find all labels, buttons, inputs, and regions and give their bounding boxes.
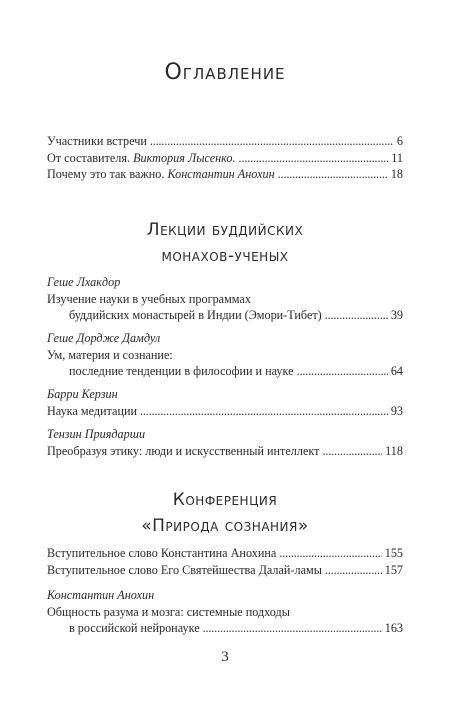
- leader-dots: [203, 620, 382, 637]
- toc-page-number: 18: [390, 167, 403, 181]
- toc-page-number: 11: [391, 150, 403, 165]
- leader-dots: [325, 562, 382, 579]
- toc-entry-title[interactable]: Изучение науки в учебных программах: [47, 291, 251, 306]
- toc-row[interactable]: [47, 403, 403, 420]
- section-heading: [0, 217, 450, 269]
- page-number: 3: [221, 649, 229, 665]
- section-heading-line: монахов-ученых: [161, 246, 289, 266]
- leader-dots: [278, 166, 388, 183]
- toc-section1: [47, 330, 403, 380]
- toc-entry-title: в российской нейронауке: [69, 621, 200, 635]
- toc-row[interactable]: [47, 166, 403, 183]
- toc-entry-title: Вступительное слово Его Святейшества Далай-ламы: [47, 562, 322, 577]
- toc-heading: Оглавление: [164, 60, 286, 85]
- toc-row[interactable]: [47, 545, 403, 562]
- toc-page-number: 64: [390, 364, 403, 378]
- toc-entry-title[interactable]: Общность разума и мозга: системные подходы: [47, 604, 290, 619]
- toc-section1: [47, 274, 403, 324]
- leader-dots: [140, 403, 388, 420]
- toc-intro: [47, 133, 403, 183]
- toc-entry-text: Почему это так важно.: [47, 167, 165, 181]
- toc-author: Константин Анохин: [47, 588, 155, 602]
- toc-section2: [47, 587, 403, 637]
- toc-page-number: 93: [390, 403, 403, 418]
- toc-entry-title: Вступительное слово Константина Анохина: [47, 546, 277, 560]
- toc-entry-author: Виктория Лысенко.: [133, 150, 236, 165]
- toc-entry-title: буддийских монастырей в Индии (Эмори-Тибет): [69, 308, 322, 322]
- toc-entry-title: [47, 150, 236, 167]
- toc-page-number: 6: [396, 134, 403, 148]
- toc-page-number: 155: [384, 546, 403, 560]
- section-heading-line: Лекции буддийских: [146, 220, 304, 240]
- section-heading: [0, 487, 450, 539]
- toc-author: Геше Дордже Дамдул: [47, 331, 161, 345]
- toc-row[interactable]: [47, 443, 403, 460]
- leader-dots: [322, 443, 382, 460]
- toc-author: Барри Керзин: [47, 387, 118, 401]
- toc-row[interactable]: [47, 307, 403, 324]
- toc-author: Геше Лхакдор: [47, 275, 121, 289]
- toc-section2: [47, 545, 403, 578]
- leader-dots: [279, 545, 381, 562]
- toc-section1: [47, 386, 403, 419]
- toc-row[interactable]: [47, 562, 403, 579]
- toc-row[interactable]: [47, 133, 403, 150]
- toc-entry-author: Константин Анохин: [167, 167, 275, 181]
- section-heading-line: «Природа сознания»: [141, 516, 309, 536]
- leader-dots: [325, 307, 388, 324]
- toc-row[interactable]: [47, 363, 403, 380]
- leader-dots: [150, 133, 394, 150]
- section-heading-line: Конференция: [172, 490, 278, 510]
- toc-entry-title[interactable]: Ум, материя и сознание:: [47, 347, 173, 362]
- leader-dots: [297, 363, 388, 380]
- toc-page-number: 157: [384, 562, 403, 577]
- toc-author: Тензин Приядарши: [47, 427, 146, 441]
- toc-entry-title: Участники встречи: [47, 134, 147, 148]
- toc-entry-title: Наука медитации: [47, 403, 138, 418]
- toc-page-number: 39: [390, 308, 403, 322]
- toc-page-number: 118: [385, 443, 403, 458]
- toc-entry-text: От составителя.: [47, 150, 131, 165]
- toc-entry-title: [47, 166, 275, 183]
- toc-row[interactable]: [47, 150, 403, 167]
- toc-page-number: 163: [384, 621, 403, 635]
- toc-row[interactable]: [47, 620, 403, 637]
- toc-entry-title: Преобразуя этику: люди и искусственный интеллект: [47, 443, 320, 458]
- leader-dots: [239, 150, 389, 167]
- toc-entry-title: последние тенденции в философии и науке: [69, 364, 294, 378]
- toc-section1: [47, 426, 403, 459]
